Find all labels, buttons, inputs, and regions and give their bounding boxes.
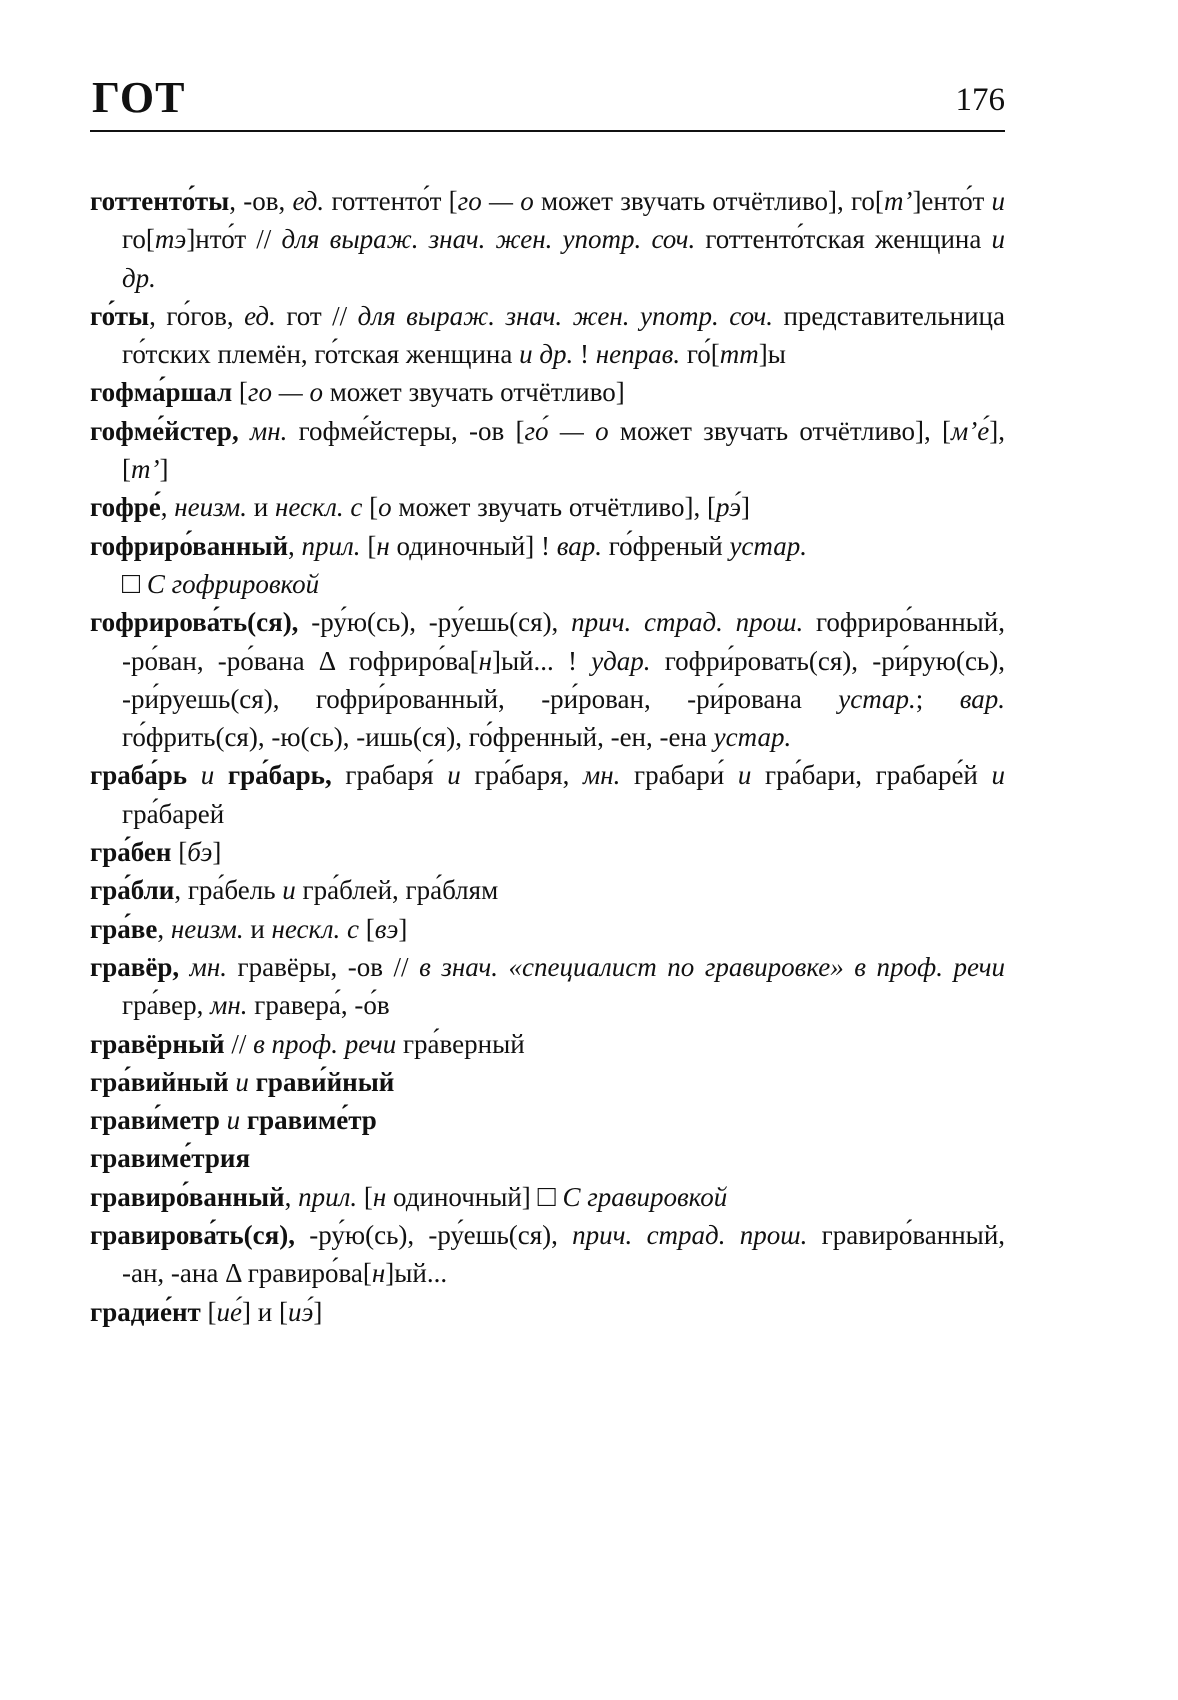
entry-text: гра́бари, грабаре́й	[751, 760, 992, 791]
dictionary-entry	[90, 412, 1005, 489]
entry-text: го́фрить(ся), -ю(сь), -ишь(ся), го́френный, -ен, -ена	[122, 722, 714, 753]
dictionary-entry	[90, 910, 1005, 948]
entry-text: [	[171, 837, 188, 868]
italic-label: прил.	[301, 530, 361, 561]
dictionary-entry	[90, 833, 1005, 871]
italic-label: удар.	[591, 645, 651, 676]
entry-text: гравера́, -о́в	[247, 990, 390, 1021]
italic-label: и	[226, 1105, 241, 1136]
italic-label: вар.	[959, 683, 1005, 714]
italic-label: и др.	[122, 224, 1005, 293]
italic-label: прил.	[298, 1181, 358, 1212]
entry-text: ] и [	[242, 1296, 288, 1327]
entry-text	[187, 760, 201, 790]
entry-text: грабаря́	[331, 760, 448, 791]
dictionary-entry	[90, 527, 1005, 604]
italic-label: для выраж. знач. жен. употр. соч.	[281, 224, 696, 255]
entry-text: может звучать отчётливо], [	[391, 492, 716, 523]
entry-text: гравиро́ванный, -ан, -ана Δ гравиро́ва[	[122, 1220, 1006, 1289]
entry-text	[239, 416, 250, 446]
entry-text: ]	[741, 492, 751, 523]
entry-text: гот //	[275, 300, 358, 331]
headword: грави́метр	[90, 1105, 220, 1136]
dictionary-entry	[90, 488, 1005, 526]
italic-label: и	[200, 760, 215, 791]
italic-label: устар.	[838, 683, 916, 714]
headword: гра́вийный	[90, 1066, 229, 1097]
italic-label: и	[447, 760, 461, 791]
dictionary-entry	[90, 1293, 1005, 1331]
entry-text: ]	[212, 837, 222, 868]
entry-text: гофме́йстеры, -ов [	[287, 415, 525, 446]
entry-text: ]нто́т //	[186, 224, 282, 255]
entry-text: представительница го́тских племён, го́тская женщина	[122, 300, 1005, 370]
italic-label: нескл. с	[274, 492, 363, 523]
entry-text: [	[358, 913, 375, 944]
italic-label: тт	[719, 339, 759, 370]
entry-text: [	[362, 492, 379, 523]
italic-label: го́ — о	[524, 415, 609, 446]
entry-text: го́[	[680, 339, 720, 370]
box-symbol-icon: □	[122, 566, 141, 600]
dictionary-entries	[90, 182, 1005, 1331]
headword: гравёрный	[90, 1028, 225, 1059]
headword: гравиме́трия	[90, 1143, 251, 1174]
entry-text: ;	[915, 683, 960, 714]
italic-label: и	[235, 1066, 249, 1097]
dictionary-entry	[90, 603, 1005, 756]
entry-text	[240, 1105, 247, 1135]
italic-label: н	[372, 1181, 387, 1212]
entry-text: может звучать отчётливо]	[322, 377, 625, 408]
entry-text: и	[247, 492, 275, 523]
entry-text: [	[232, 377, 248, 408]
entry-text: ,	[288, 530, 302, 561]
italic-label: го — о	[457, 186, 534, 216]
headword: гравирова́ть(ся),	[90, 1220, 296, 1251]
entry-text: гра́верный	[396, 1028, 525, 1059]
italic-label: бэ	[187, 837, 213, 868]
dictionary-entry	[90, 182, 1005, 297]
entry-text: //	[224, 1028, 254, 1059]
header-rule	[90, 130, 1005, 132]
dictionary-entry	[90, 948, 1005, 1025]
entry-text: может звучать отчётливо], [	[608, 415, 952, 446]
italic-label: и др.	[519, 339, 574, 370]
entry-text: ]	[313, 1296, 323, 1327]
dictionary-entry	[90, 1101, 1005, 1139]
italic-label: о	[378, 492, 392, 523]
headword: гравёр,	[90, 951, 180, 982]
entry-text	[140, 569, 147, 599]
dictionary-entry	[90, 1063, 1005, 1101]
italic-label: и	[991, 186, 1005, 216]
italic-label: вар.	[556, 530, 603, 561]
italic-label: м’е́	[951, 415, 990, 446]
entry-text: готтенто́т [	[324, 186, 458, 216]
entry-text: ]ы	[758, 339, 786, 370]
italic-label: н	[478, 645, 492, 676]
entry-text: ]енто́т	[912, 186, 992, 216]
entry-text: го[	[122, 224, 155, 255]
italic-label: вэ	[374, 913, 399, 944]
italic-label: и	[282, 875, 296, 906]
headword: градие́нт	[90, 1296, 201, 1327]
entry-text	[220, 1105, 227, 1135]
entry-text: -ру́ю(сь), -ру́ешь(ся),	[298, 607, 572, 638]
page-number: 176	[955, 82, 1005, 118]
italic-label: прич. страд. прош.	[572, 1220, 808, 1251]
running-head: ГОТ	[92, 73, 186, 122]
headword: гофма́ршал	[90, 377, 233, 408]
dictionary-entry	[90, 756, 1005, 833]
entry-text: ]	[398, 913, 408, 944]
italic-label: неизм.	[170, 913, 244, 944]
headword: готтенто́ты	[90, 186, 230, 216]
headword: го́ты	[90, 300, 150, 331]
dictionary-entry	[90, 1139, 1005, 1177]
entry-text: одиночный]	[386, 1181, 538, 1212]
dictionary-entry	[90, 871, 1005, 909]
italic-label: ие́	[216, 1296, 243, 1327]
headword: гравиме́тр	[246, 1105, 377, 1136]
italic-label: мн.	[582, 760, 621, 791]
italic-label: мн.	[249, 415, 288, 446]
entry-text: ,	[160, 492, 175, 523]
headword: гра́бли	[90, 875, 175, 906]
entry-text: может звучать отчётливо], го[	[533, 186, 884, 216]
entry-text: готтенто́тская женщина	[695, 224, 992, 255]
entry-text: гра́вер,	[122, 990, 211, 1021]
entry-text: одиночный] !	[389, 530, 557, 561]
headword: гра́ве	[90, 913, 158, 944]
headword: гра́барь,	[227, 760, 332, 791]
italic-label: нескл. с	[271, 913, 359, 944]
dictionary-entry	[90, 1216, 1005, 1293]
dictionary-entry	[90, 373, 1005, 411]
box-symbol-icon: □	[537, 1179, 556, 1213]
italic-label: рэ́	[715, 492, 742, 523]
italic-label: мн.	[210, 990, 248, 1021]
italic-label: устар.	[713, 722, 792, 753]
headword: гра́бен	[90, 837, 172, 868]
headword: гравиро́ванный	[90, 1181, 285, 1212]
entry-text: гра́блей, гра́блям	[295, 875, 499, 906]
headword: гофрирова́ть(ся),	[90, 607, 299, 638]
entry-text: !	[573, 339, 596, 370]
entry-text: ]	[159, 454, 169, 485]
entry-text	[214, 760, 228, 790]
entry-text: ], [	[122, 415, 1005, 485]
italic-label: в знач. «специалист по гравировке» в проф. речи	[419, 951, 1005, 982]
headword: гофме́йстер,	[90, 415, 239, 446]
headword: грави́йный	[255, 1066, 395, 1097]
italic-label: и	[991, 760, 1006, 791]
italic-label: т’	[131, 454, 160, 485]
entry-text: гра́баря,	[460, 760, 583, 791]
entry-text: гра́барей	[122, 798, 225, 829]
entry-text: [	[360, 530, 377, 561]
entry-text: , гра́бель	[174, 875, 283, 906]
entry-text: ,	[157, 913, 171, 944]
entry-text: -ру́ю(сь), -ру́ешь(ся),	[295, 1220, 573, 1251]
entry-text: грабари́	[620, 760, 738, 791]
italic-label: и	[737, 760, 752, 791]
italic-label: прич. страд. прош.	[571, 607, 804, 638]
entry-text: и	[243, 913, 272, 944]
entry-text: ]ый... !	[491, 645, 592, 676]
italic-label: го — о	[247, 377, 323, 408]
italic-label: С гравировкой	[562, 1181, 728, 1212]
italic-label: мн.	[189, 951, 228, 982]
entry-text: ,	[284, 1181, 299, 1212]
entry-text: [	[357, 1181, 373, 1212]
headword: гофриро́ванный	[90, 530, 289, 561]
entry-text	[179, 952, 190, 982]
italic-label: устар.	[729, 530, 807, 561]
headword: граба́рь	[90, 760, 188, 791]
entry-text	[249, 1067, 256, 1097]
italic-label: в проф. речи	[253, 1028, 397, 1059]
italic-label: т’	[883, 186, 913, 216]
entry-text: [	[200, 1296, 217, 1327]
italic-label: неизм.	[174, 492, 248, 523]
entry-text: , го́гов,	[149, 300, 245, 331]
dictionary-entry	[90, 297, 1005, 374]
italic-label: иэ́	[287, 1296, 314, 1327]
entry-text: гравёры, -ов //	[227, 951, 420, 982]
page-header	[92, 72, 1005, 128]
entry-text: гофриро́ванный, -ро́ван, -ро́вана Δ гофриро́ва[	[122, 607, 1005, 676]
italic-label: ед.	[292, 186, 325, 216]
italic-label: н	[371, 1258, 386, 1289]
italic-label: неправ.	[595, 339, 681, 370]
italic-label: н	[376, 530, 390, 561]
italic-label: ед.	[244, 300, 276, 331]
dictionary-entry	[90, 1178, 1005, 1216]
headword: гофре́	[90, 492, 161, 523]
italic-label: С гофрировкой	[146, 568, 320, 599]
entry-text: ]ый...	[385, 1258, 448, 1289]
italic-label: для выраж. знач. жен. употр. соч.	[357, 300, 773, 331]
entry-text: гофри́ровать(ся), -ри́рую(сь), -ри́руешь(ся), гофри́рованный, -ри́рован, -ри́рована	[122, 645, 1005, 714]
dictionary-entry	[90, 1025, 1005, 1063]
entry-text: , -ов,	[229, 186, 293, 216]
entry-text: го́френый	[602, 530, 730, 561]
italic-label: тэ	[154, 224, 187, 255]
